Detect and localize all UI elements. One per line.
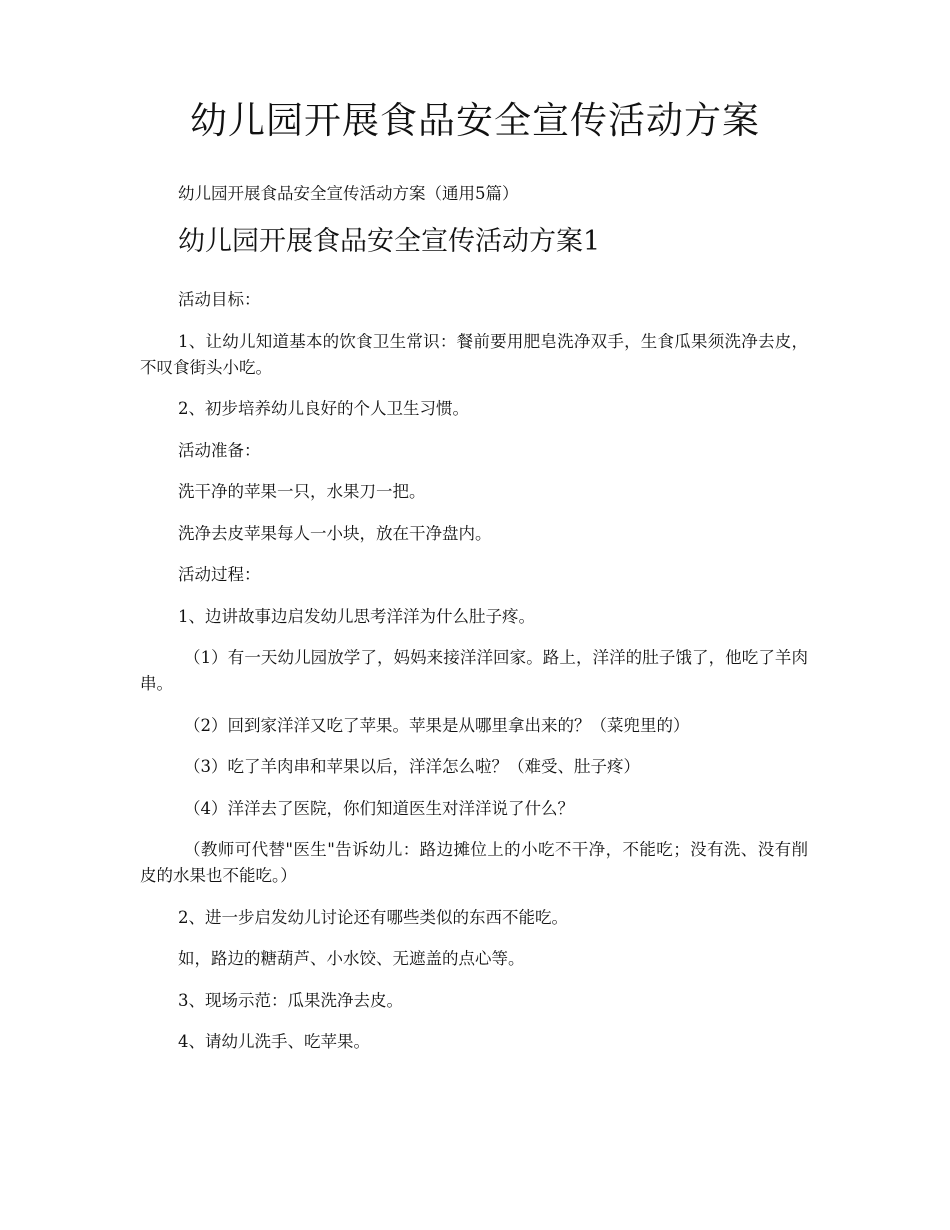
paragraph-story-2: （2）回到家洋洋又吃了苹果。苹果是从哪里拿出来的？（菜兜里的） — [184, 715, 690, 735]
paragraph-step-4: 4、请幼儿洗手、吃苹果。 — [178, 1032, 370, 1051]
paragraph-goals-label: 活动目标： — [178, 290, 261, 309]
paragraph-examples: 如，路边的糖葫芦、小水饺、无遮盖的点心等。 — [178, 949, 525, 968]
document-body — [140, 287, 808, 1071]
paragraph-goal-2: 2、初步培养幼儿良好的个人卫生习惯。 — [178, 399, 469, 418]
paragraph-story-3: （3）吃了羊肉串和苹果以后，洋洋怎么啦？（难受、肚子疼） — [184, 757, 640, 776]
paragraph-step-1: 1、边讲故事边启发幼儿思考洋洋为什么肚子疼。 — [178, 606, 535, 626]
paragraph-story-4: （4）洋洋去了医院，你们知道医生对洋洋说了什么？ — [184, 798, 574, 818]
document-title: 幼儿园开展食品安全宣传活动方案 — [190, 99, 760, 142]
paragraph-step-3: 3、现场示范：瓜果洗净去皮。 — [178, 990, 403, 1010]
paragraph-teacher-note: （教师可代替"医生"告诉幼儿：路边摊位上的小吃不干净，不能吃；没有洗、没有削皮的水果也不能吃。） — [140, 840, 808, 885]
paragraph-prep-label: 活动准备： — [178, 440, 261, 460]
paragraph-story-1: （1）有一天幼儿园放学了，妈妈来接洋洋回家。路上，洋洋的肚子饿了，他吃了羊肉串。 — [140, 648, 808, 693]
document-subtitle: 幼儿园开展食品安全宣传活动方案（通用5篇） — [178, 184, 519, 203]
section-heading: 幼儿园开展食品安全宣传活动方案1 — [178, 226, 601, 257]
paragraph-prep-2: 洗净去皮苹果每人一小块，放在干净盘内。 — [178, 523, 492, 543]
paragraph-goal-1: 1、让幼儿知道基本的饮食卫生常识：餐前要用肥皂洗净双手，生食瓜果须洗净去皮，不叹食街头小吃。 — [140, 331, 808, 377]
paragraph-process-label: 活动过程： — [178, 565, 261, 584]
paragraph-step-2: 2、进一步启发幼儿讨论还有哪些类似的东西不能吃。 — [178, 907, 568, 927]
paragraph-prep-1: 洗干净的苹果一只，水果刀一把。 — [178, 482, 426, 501]
